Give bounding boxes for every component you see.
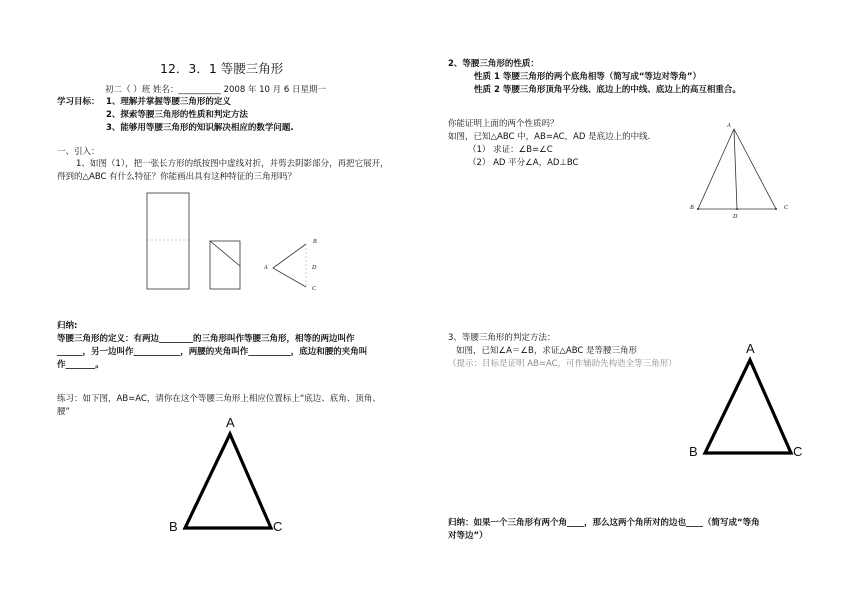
criterion-heading: 3、等腰三角形的判定方法： (448, 333, 556, 343)
properties-heading: 2、等腰三角形的性质： (448, 59, 539, 69)
fig1-label-b: B (313, 239, 317, 245)
summary-line: ______，另一边叫作___________，两腰的夹角叫作__________，底边和腰的夹角叫 (57, 347, 368, 357)
page-title: 12．3．1 等腰三角形 (160, 61, 284, 76)
property-item: 性质 2 等腰三角形顶角平分线、底边上的中线、底边上的高互相重合。 (474, 85, 741, 95)
intro-line: 得到的△ABC 有什么特征？你能画出具有这种特征的三角形吗？ (57, 172, 297, 182)
tri3-label-a: A (746, 341, 755, 356)
goal-item: 2、探索等腰三角形的性质和判定方法 (106, 110, 248, 120)
header-line: 初二（ ）班 姓名：__________ 2008 年 10 月 6 日星期一 (105, 85, 326, 95)
summary-line: 作_______。 (57, 360, 104, 370)
proof-given: 如图，已知△ABC 中，AB=AC，AD 是底边上的中线. (448, 132, 651, 142)
tri1-label-c: C (273, 519, 283, 534)
tri1-label-b: B (169, 519, 178, 534)
tri2-label-c: C (784, 205, 789, 211)
intro-heading: 一、引入： (57, 147, 100, 157)
fig1-label-a: A (264, 265, 268, 271)
goal-item: 3、能够用等腰三角形的知识解决相应的数学问题. (106, 123, 294, 133)
intro-line: 1、如图（1），把一张长方形的纸按图中虚线对折，并剪去阴影部分，再把它展开， (76, 159, 389, 169)
proof-item: （2） AD 平分∠A，AD⊥BC (468, 158, 579, 168)
tri2-label-a: A (727, 123, 731, 129)
criterion-line: 如图，已知∠A＝∠B，求证△ABC 是等腰三角形 (456, 346, 638, 356)
exercise-line: 练习：如下图，AB=AC，请你在这个等腰三角形上相应位置标上“底边、底角、顶角、 (57, 394, 381, 404)
summary-heading: 归纳: (57, 321, 78, 331)
tri2-label-b: B (690, 205, 694, 211)
proof-item: （1） 求证：∠B=∠C (468, 145, 553, 155)
proof-question: 你能证明上面的两个性质吗？ (448, 119, 559, 129)
goal-item: 1、理解并掌握等腰三角形的定义 (106, 97, 231, 107)
fig1-label-d: D (312, 265, 317, 271)
goals-label: 学习目标： (57, 97, 100, 107)
fig1-label-c: C (312, 286, 317, 292)
conclusion-line: 对等边”） (448, 531, 488, 541)
tri1-label-a: A (226, 415, 235, 430)
criterion-hint: （提示：目标是证明 AB=AC，可作辅助先构造全等三角形） (448, 359, 677, 369)
exercise-line: 腰” (57, 407, 70, 417)
tri3-label-b: B (689, 444, 698, 459)
conclusion-line: 归纳：如果一个三角形有两个角____，那么这两个角所对的边也____（简写成“等角 (448, 518, 760, 528)
tri3-label-c: C (793, 444, 803, 459)
summary-line: 等腰三角形的定义：有两边________的三角形叫作等腰三角形，相等的两边叫作 (57, 334, 355, 344)
property-item: 性质 1 等腰三角形的两个底角相等（简写成“等边对等角”） (474, 72, 702, 82)
tri2-label-d: D (733, 214, 738, 220)
